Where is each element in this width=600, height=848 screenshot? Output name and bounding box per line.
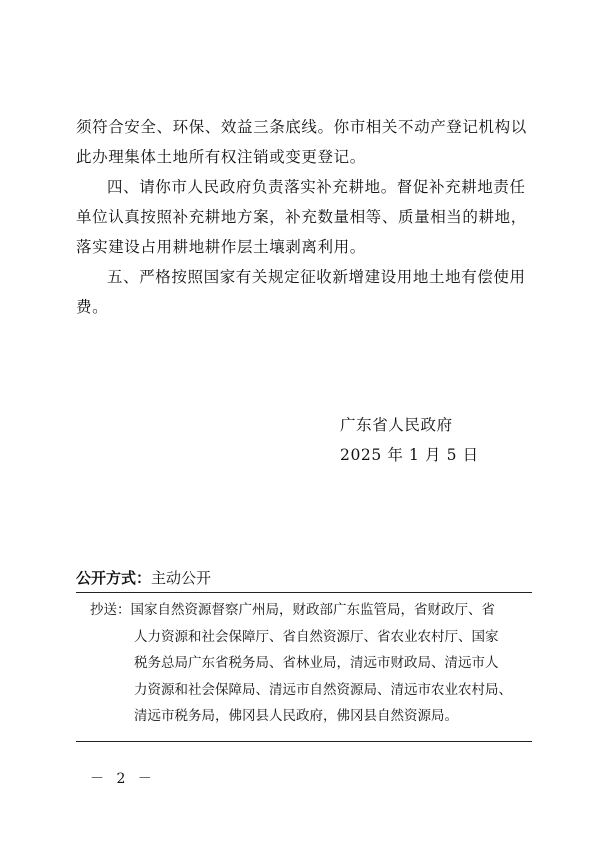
cc-block (90, 597, 530, 730)
cc-line: 抄送：国家自然资源督察广州局，财政部广东监管局，省财政厅、省 (90, 602, 495, 618)
body-line: 落实建设占用耕地耕作层土壤剥离利用。 (76, 238, 366, 256)
issuer-name: 广东省人民政府 (340, 416, 453, 434)
cc-line: 清远市税务局，佛冈县人民政府，佛冈县自然资源局。 (134, 708, 458, 724)
body-line: 五、严格按照国家有关规定征收新增建设用地土地有偿使用 (107, 268, 526, 286)
body-line: 此办理集体土地所有权注销或变更登记。 (76, 148, 366, 166)
page-number: － 2 － (90, 771, 156, 787)
disclosure-label: 公开方式： (76, 569, 152, 587)
body-line: 四、请你市人民政府负责落实补充耕地。督促补充耕地责任 (107, 178, 526, 196)
cc-top-divider (76, 592, 532, 593)
body-line: 须符合安全、环保、效益三条底线。你市相关不动产登记机构以 (76, 118, 527, 136)
signature-block (340, 410, 479, 470)
cc-line: 力资源和社会保障局、清远市自然资源局、清远市农业农村局、 (134, 681, 512, 698)
body-text (76, 112, 532, 322)
cc-bottom-divider (76, 741, 532, 742)
issue-date: 2025 年 1 月 5 日 (340, 446, 479, 464)
body-line: 费。 (76, 298, 109, 316)
body-line: 单位认真按照补充耕地方案，补充数量相等、质量相当的耕地， (76, 208, 527, 226)
cc-line: 税务总局广东省税务局、省林业局，清远市财政局、清远市人 (134, 655, 499, 671)
disclosure-value: 主动公开 (151, 569, 212, 587)
disclosure-method (76, 567, 211, 589)
cc-line: 人力资源和社会保障厅、省自然资源厅、省农业农村厅、国家 (134, 628, 499, 645)
